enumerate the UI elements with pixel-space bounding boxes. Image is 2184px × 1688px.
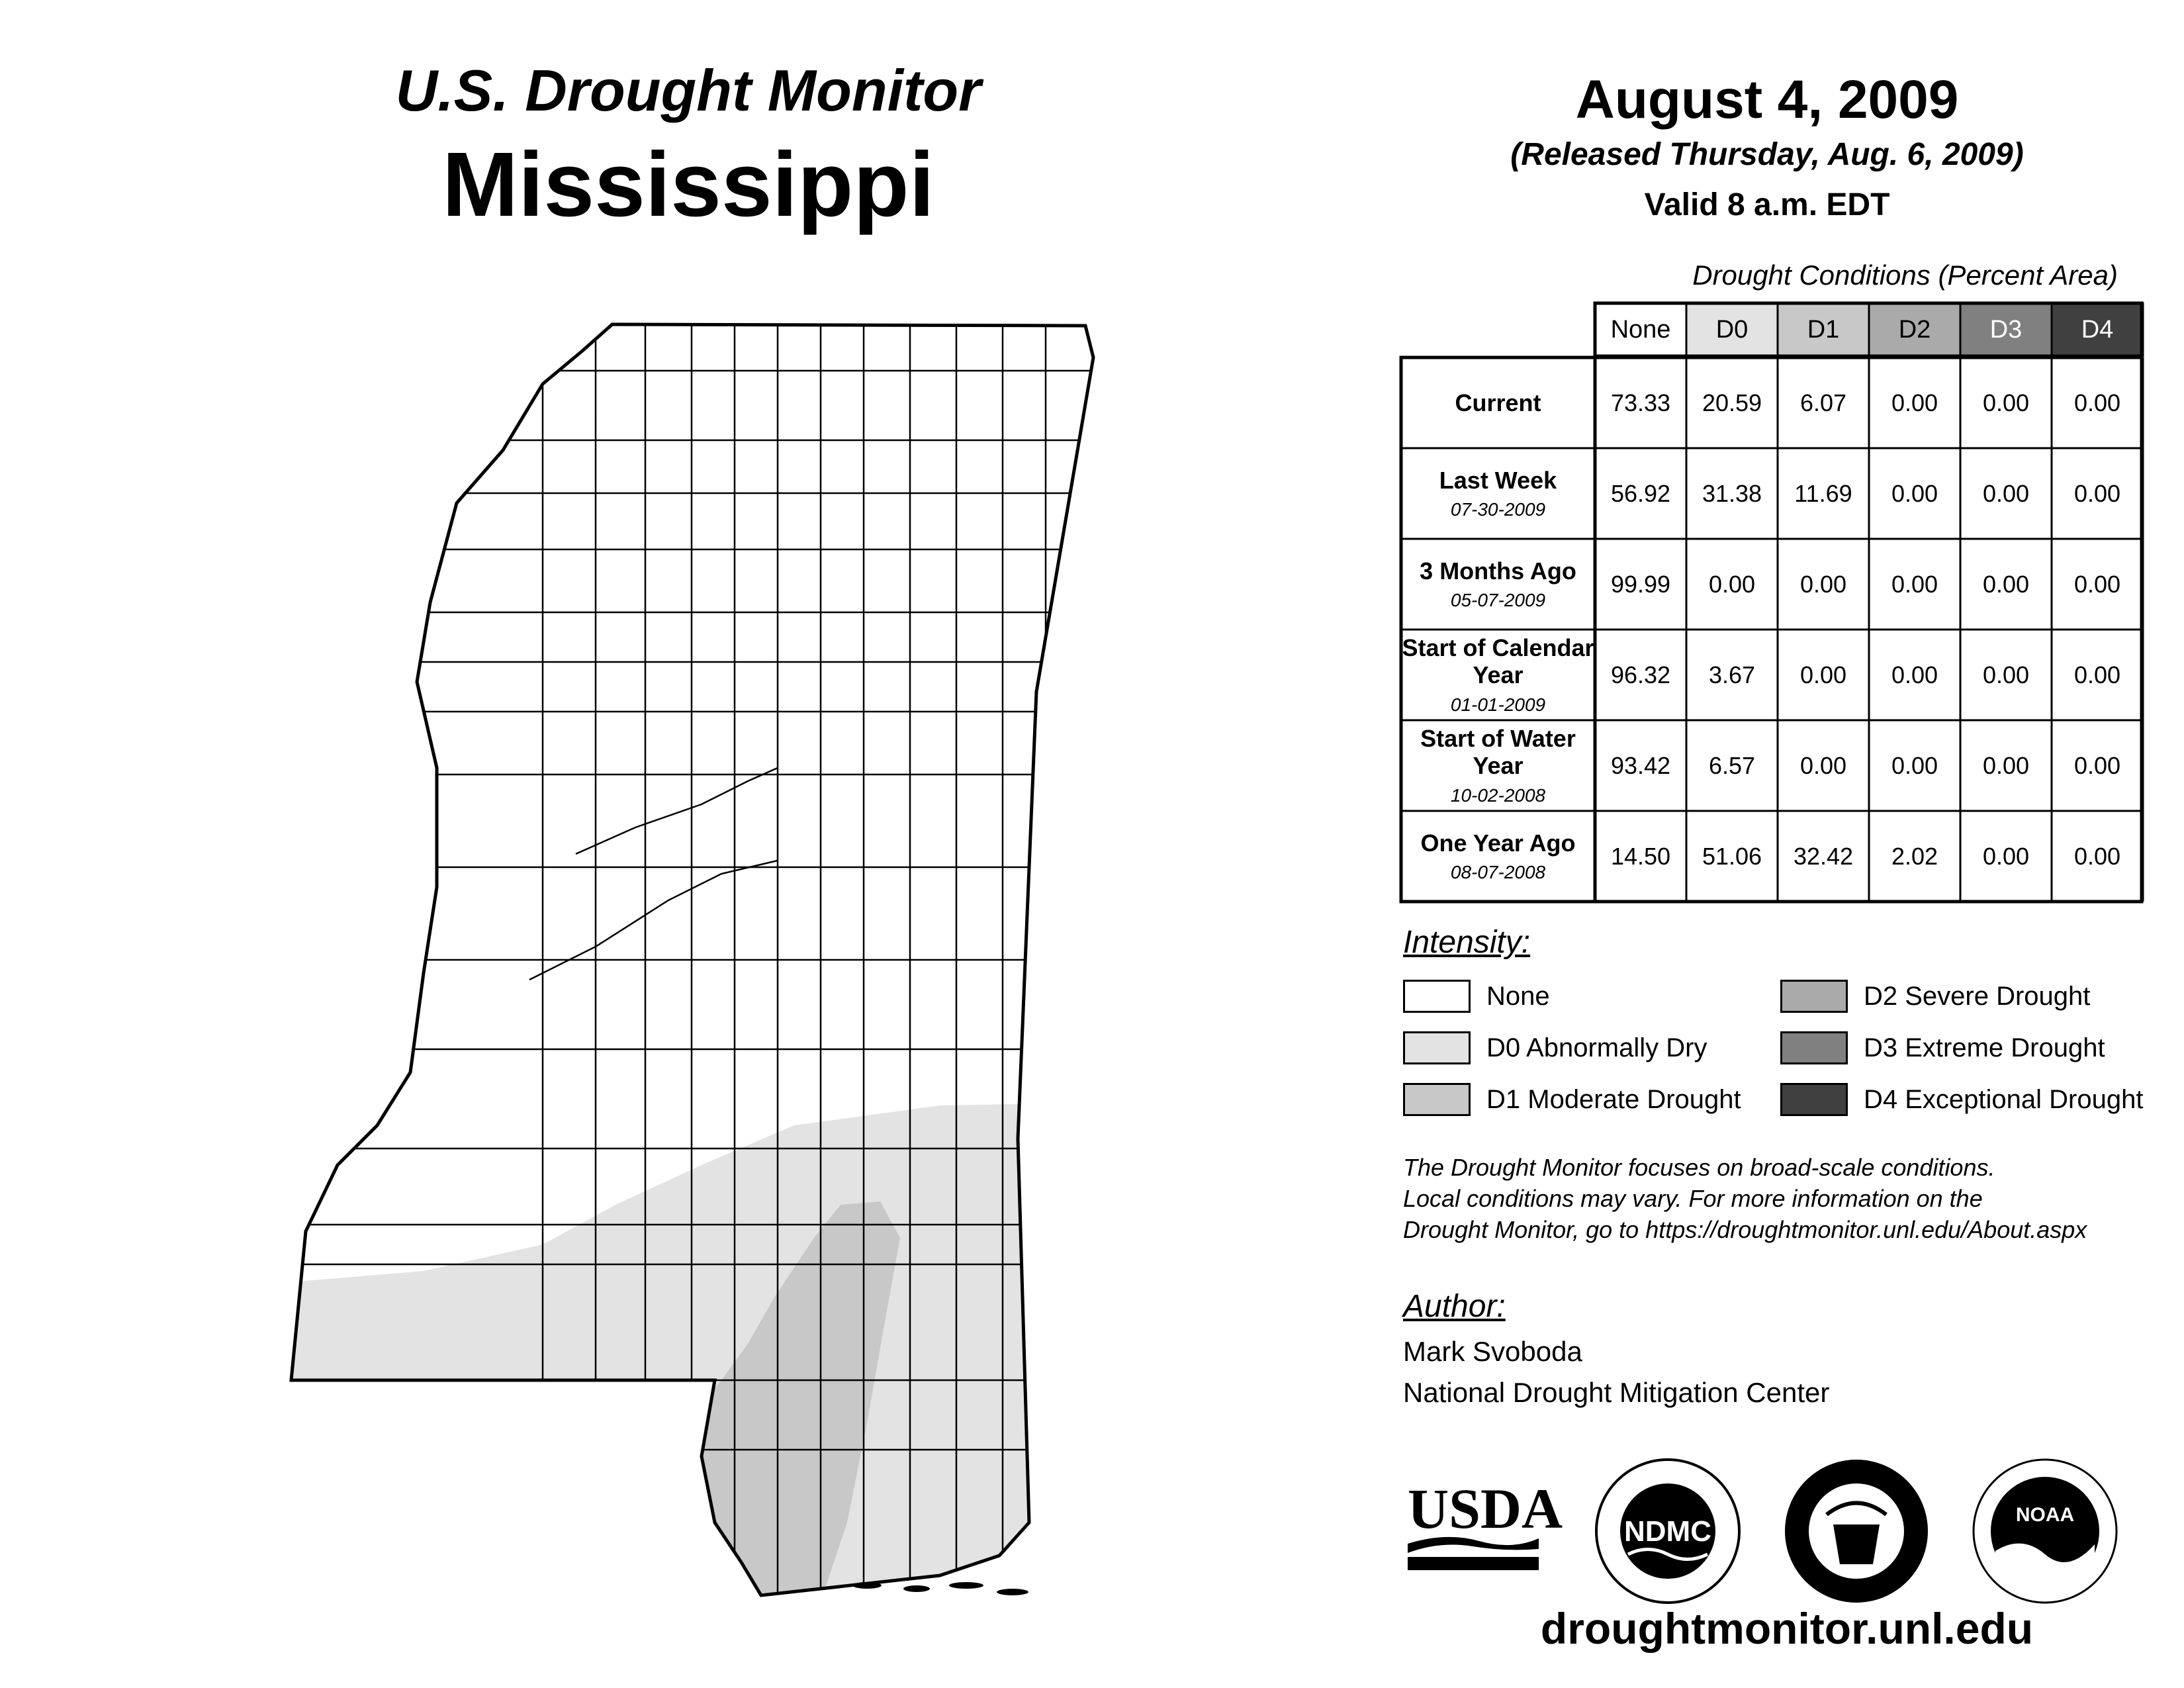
legend-item xyxy=(1780,1083,2143,1116)
table-cell: 32.42 xyxy=(1793,842,1854,870)
row-date: 10-02-2008 xyxy=(1450,784,1546,806)
row-date: 07-30-2009 xyxy=(1450,499,1546,520)
table-cell: 0.00 xyxy=(2073,570,2121,598)
table-cell: 0.00 xyxy=(2073,389,2121,416)
drought-conditions-table xyxy=(1400,302,2144,904)
row-label-text: Start of Calendar Year xyxy=(1402,634,1594,689)
map-date: August 4, 2009 xyxy=(1575,70,1959,130)
column-header: D4 xyxy=(2081,315,2114,344)
table-cell: 0.00 xyxy=(1982,570,2030,598)
row-date: 01-01-2009 xyxy=(1450,694,1546,715)
monitor-title: U.S. Drought Monitor xyxy=(395,58,981,123)
ndmc-logo xyxy=(1592,1455,1744,1607)
legend-label: D1 Moderate Drought xyxy=(1486,1084,1741,1114)
column-header: D0 xyxy=(1715,315,1749,344)
note-line: The Drought Monitor focuses on broad-scale conditions. xyxy=(1403,1154,1995,1181)
table-cell: 20.59 xyxy=(1702,389,1762,416)
legend-swatch xyxy=(1780,1083,1848,1116)
legend-item xyxy=(1780,1031,2105,1064)
legend-swatch xyxy=(1780,980,1848,1013)
table-cell: 0.00 xyxy=(1982,842,2030,870)
noaa-text: NOAA xyxy=(2015,1504,2075,1526)
gulf-islands xyxy=(852,1582,1028,1595)
intensity-heading: Intensity: xyxy=(1403,925,1531,960)
table-cell: 99.99 xyxy=(1610,570,1671,598)
table-cell: 0.00 xyxy=(1799,751,1847,779)
state-fill xyxy=(265,305,1125,1609)
ndmc-text: NDMC xyxy=(1624,1515,1711,1548)
table-cell: 0.00 xyxy=(1891,570,1938,598)
table-cell: 73.33 xyxy=(1610,389,1671,416)
commerce-seal xyxy=(1780,1455,1933,1607)
table-cell: 14.50 xyxy=(1610,842,1671,870)
table-cell: 0.00 xyxy=(2073,661,2121,688)
row-label xyxy=(1401,357,1595,448)
table-cell: 2.02 xyxy=(1891,842,1938,870)
note-line: Local conditions may vary. For more information on the xyxy=(1403,1185,1983,1212)
table-cell: 0.00 xyxy=(1982,751,2030,779)
table-cell: 51.06 xyxy=(1702,842,1762,870)
note-line: Drought Monitor, go to https://droughtmonitor.unl.edu/About.aspx xyxy=(1403,1216,2087,1243)
legend-label: D3 Extreme Drought xyxy=(1864,1033,2105,1062)
row-label xyxy=(1401,720,1595,811)
row-label xyxy=(1401,630,1595,720)
table-cell: 0.00 xyxy=(1891,751,1938,779)
author-heading: Author: xyxy=(1403,1289,1506,1324)
table-cell: 31.38 xyxy=(1702,479,1762,507)
row-label-text: Start of Water Year xyxy=(1420,725,1576,780)
footer-url[interactable]: droughtmonitor.unl.edu xyxy=(1540,1604,2034,1653)
table-cell: 6.57 xyxy=(1708,751,1756,779)
row-label xyxy=(1401,811,1595,902)
table-cell: 93.42 xyxy=(1610,751,1671,779)
table-cell: 0.00 xyxy=(2073,479,2121,507)
table-cell: 0.00 xyxy=(1891,389,1938,416)
legend-label: None xyxy=(1486,981,1550,1011)
legend-label: D2 Severe Drought xyxy=(1864,981,2091,1011)
row-label-text: 3 Months Ago xyxy=(1420,557,1576,585)
table-title: Drought Conditions (Percent Area) xyxy=(1692,259,2118,291)
table-cell: 0.00 xyxy=(2073,842,2121,870)
table-cell: 6.07 xyxy=(1799,389,1847,416)
author-name: Mark Svoboda xyxy=(1403,1336,1582,1367)
column-header: None xyxy=(1610,315,1671,344)
row-label xyxy=(1401,448,1595,539)
legend-swatch xyxy=(1403,980,1471,1013)
column-header: D2 xyxy=(1898,315,1931,344)
usda-logo xyxy=(1406,1475,1563,1574)
column-header: D1 xyxy=(1807,315,1840,344)
legend-swatch xyxy=(1403,1083,1471,1116)
table-cell: 0.00 xyxy=(1982,661,2030,688)
legend-item xyxy=(1403,1031,1707,1064)
legend-label: D0 Abnormally Dry xyxy=(1486,1033,1707,1062)
author-org: National Drought Mitigation Center xyxy=(1403,1377,1830,1408)
table-cell: 0.00 xyxy=(1799,570,1847,598)
legend-item xyxy=(1403,1083,1741,1116)
release-date: (Released Thursday, Aug. 6, 2009) xyxy=(1510,137,2024,172)
table-cell: 0.00 xyxy=(1891,661,1938,688)
legend-item xyxy=(1780,980,2090,1013)
table-cell: 0.00 xyxy=(1708,570,1756,598)
legend-swatch xyxy=(1780,1031,1848,1064)
state-title: Mississippi xyxy=(442,134,934,236)
table-cell: 0.00 xyxy=(1799,661,1847,688)
table-cell: 0.00 xyxy=(1982,389,2030,416)
column-header: D3 xyxy=(1989,315,2023,344)
row-label xyxy=(1401,539,1595,630)
table-cell: 56.92 xyxy=(1610,479,1671,507)
row-label-text: Last Week xyxy=(1439,466,1557,494)
row-label-text: Current xyxy=(1455,389,1541,416)
table-cell: 96.32 xyxy=(1610,661,1671,688)
usda-text: USDA xyxy=(1408,1477,1563,1540)
row-date: 05-07-2009 xyxy=(1450,590,1546,611)
disclaimer-note xyxy=(1403,1152,2184,1245)
table-cell: 3.67 xyxy=(1708,661,1756,688)
table-cell: 0.00 xyxy=(1891,479,1938,507)
table-cell: 0.00 xyxy=(1982,479,2030,507)
noaa-logo xyxy=(1969,1455,2121,1607)
valid-time: Valid 8 a.m. EDT xyxy=(1644,187,1890,222)
row-label-text: One Year Ago xyxy=(1420,829,1576,857)
row-date: 08-07-2008 xyxy=(1450,862,1546,883)
table-cell: 11.69 xyxy=(1794,479,1852,507)
legend-item xyxy=(1403,980,1550,1013)
legend-label: D4 Exceptional Drought xyxy=(1864,1084,2144,1114)
legend-swatch xyxy=(1403,1031,1471,1064)
table-cell: 0.00 xyxy=(2073,751,2121,779)
mississippi-drought-map xyxy=(278,305,1125,1609)
